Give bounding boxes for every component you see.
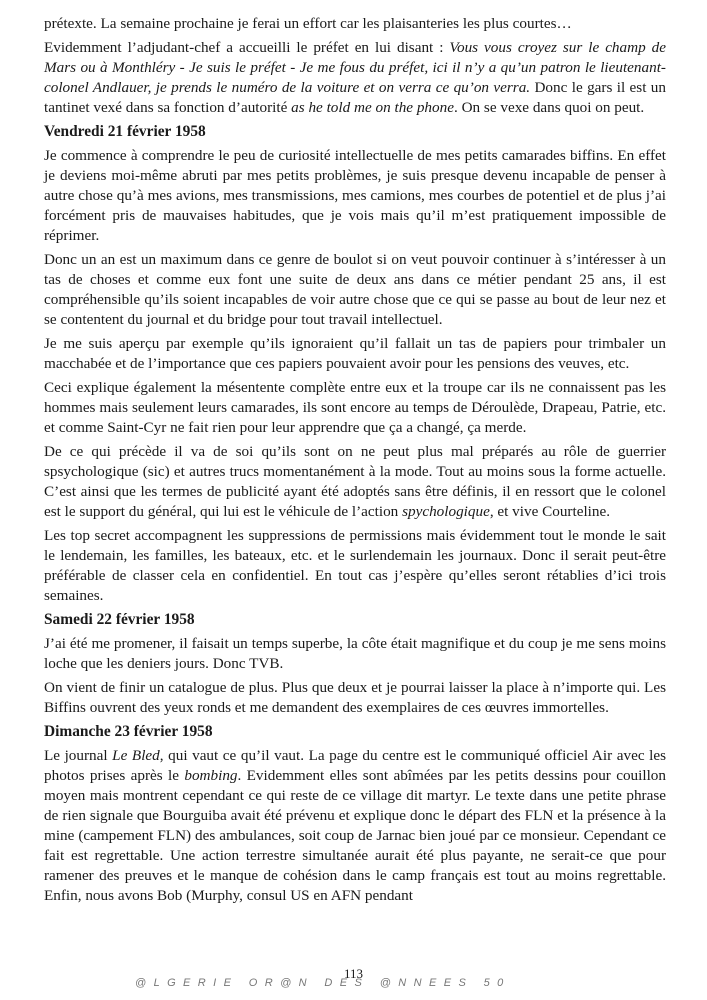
text-run: Samedi 22 février 1958 — [44, 611, 195, 628]
text-run: Vendredi 21 février 1958 — [44, 123, 206, 140]
text-run: Je me suis aperçu par exemple qu’ils ignoraient qu’il fallait un tas de papiers pour trimbaler un macchabée et de l’importance que ces papiers pouvaient avoir pour les pensions des veuves, etc. — [44, 335, 666, 372]
text-run: J’ai été me promener, il faisait un temps superbe, la côte était magnifique et du coup je me sens moins loche que les deniers jours. Donc TVB. — [44, 635, 666, 672]
paragraph — [44, 378, 666, 438]
text-run: Le journal — [44, 747, 113, 764]
italic-text: as he told me on the phone — [291, 99, 454, 116]
paragraph — [44, 146, 666, 246]
paragraph — [44, 442, 666, 522]
date-heading — [44, 122, 666, 142]
page-footer — [0, 966, 707, 996]
paragraph — [44, 746, 666, 906]
page-number: 113 — [343, 966, 364, 981]
paragraph — [44, 634, 666, 674]
italic-text: Le Bled — [112, 747, 160, 764]
paragraph — [44, 526, 666, 606]
paragraph — [44, 678, 666, 718]
paragraph — [44, 14, 666, 34]
text-run: Evidemment l’adjudant-chef a accueilli le préfet en lui disant : — [44, 39, 450, 56]
text-run: De ce qui précède il va de soi qu’ils sont on ne peut plus mal préparés au rôle de guerrier spsychologique (sic) et autres trucs momentanément à la mode. Tout au moins sous la forme actuelle. C’est ainsi que les termes de publicité ayant été adoptés sans être définis, il en ressort que le colonel est le support du général, qui lui est le véhicule de l’action — [44, 443, 666, 520]
italic-text: Vous vous croyez sur le champ de Mars ou à Monthléry - Je suis le préfet - Je me fous du préfet, ici il n’y a qu’un patron le lieutenant-colonel Andlauer, je prends le numéro de la voiture et on verra ce qu’on verra. — [44, 39, 666, 96]
text-run: Donc le gars il est un tantinet vexé dans sa fonction d’autorité — [44, 79, 666, 116]
text-run: Je commence à comprendre le peu de curiosité intellectuelle de mes petits camarades biffins. En effet je deviens moi-même abruti par mes petits problèmes, je suis presque devenu incapable de penser à autre chose qu’à mes avions, mes transmissions, mes camions, mes courbes de potentiel et de plus j’ai forcément pris de mauvaises habitudes, que je vois mais qu’il m’est pratiquement impossible de réprimer. — [44, 147, 666, 244]
document-page — [44, 14, 666, 910]
text-run: . On se vexe dans quoi on peut. — [453, 99, 645, 116]
text-run: . Evidemment elles sont abîmées par les petits dessins pour couillon moyen mais montrent cependant ce qui reste de ce village dit martyr. Le texte dans une petite phrase de rien signale que Bourguiba avait été prévenu et explique donc le départ des FLN et la présence à la mine (campement FLN) des ambulances, soit coup de Jarnac bien joué par ce monsieur. Cependant ce fait est regrettable. Une action terrestre simultanée aurait été plus payante, ne serait-ce que pour ramener des preuves et le manque de cohésion dans le camp français est tout au moins regrettable. Enfin, nous avons Bob (Murphy, consul US en AFN pendant — [44, 767, 666, 904]
date-heading — [44, 722, 666, 742]
text-run: , et vive Courteline. — [489, 503, 611, 520]
paragraph — [44, 38, 666, 118]
footer-brand: @LGERIE OR@N DES @NNEES 50 — [135, 977, 511, 989]
text-run: Dimanche 23 février 1958 — [44, 723, 213, 740]
italic-text: bombing — [184, 767, 238, 784]
paragraph — [44, 334, 666, 374]
date-heading — [44, 610, 666, 630]
text-run: On vient de finir un catalogue de plus. Plus que deux et je pourrai laisser la place à n’importe qui. Les Biffins ouvrent des yeux ronds et me demandent des exemplaires de ces œuvres immortelles. — [44, 679, 666, 716]
paragraph — [44, 250, 666, 330]
text-run: Les top secret accompagnent les suppressions de permissions mais évidemment tout le monde le sait le lendemain, les familles, les bateaux, etc. et le surlendemain les journaux. Donc il serait peut-être préférable de classer cela en confidentiel. En tout cas j’espère qu’elles seront rétablies d’ici trois semaines. — [44, 527, 666, 604]
text-run: Donc un an est un maximum dans ce genre de boulot si on veut pouvoir continuer à s’intéresser à un tas de choses et comme eux font une suite de deux ans dans ce métier pendant 25 ans, il est compréhensible qu’ils soient incapables de voir autre chose que ce qui se passe au bout de leur nez et se contentent du journal et du bridge pour tout travail intellectuel. — [44, 251, 666, 328]
text-run: Ceci explique également la mésentente complète entre eux et la troupe car ils ne connaissent pas les hommes mais seulement leurs camarades, ils sont encore au temps de Déroulède, Drapeau, Patrie, etc. et comme Saint-Cyr ne fait rien pour leur apprendre que ça a changé, ça merde. — [44, 379, 666, 436]
italic-text: spychologique — [402, 503, 490, 520]
text-run: , qui vaut ce qu’il vaut. La page du centre est le communiqué officiel Air avec les photos prises après le — [44, 747, 666, 784]
text-run: prétexte. La semaine prochaine je ferai un effort car les plaisanteries les plus courtes… — [44, 15, 572, 32]
